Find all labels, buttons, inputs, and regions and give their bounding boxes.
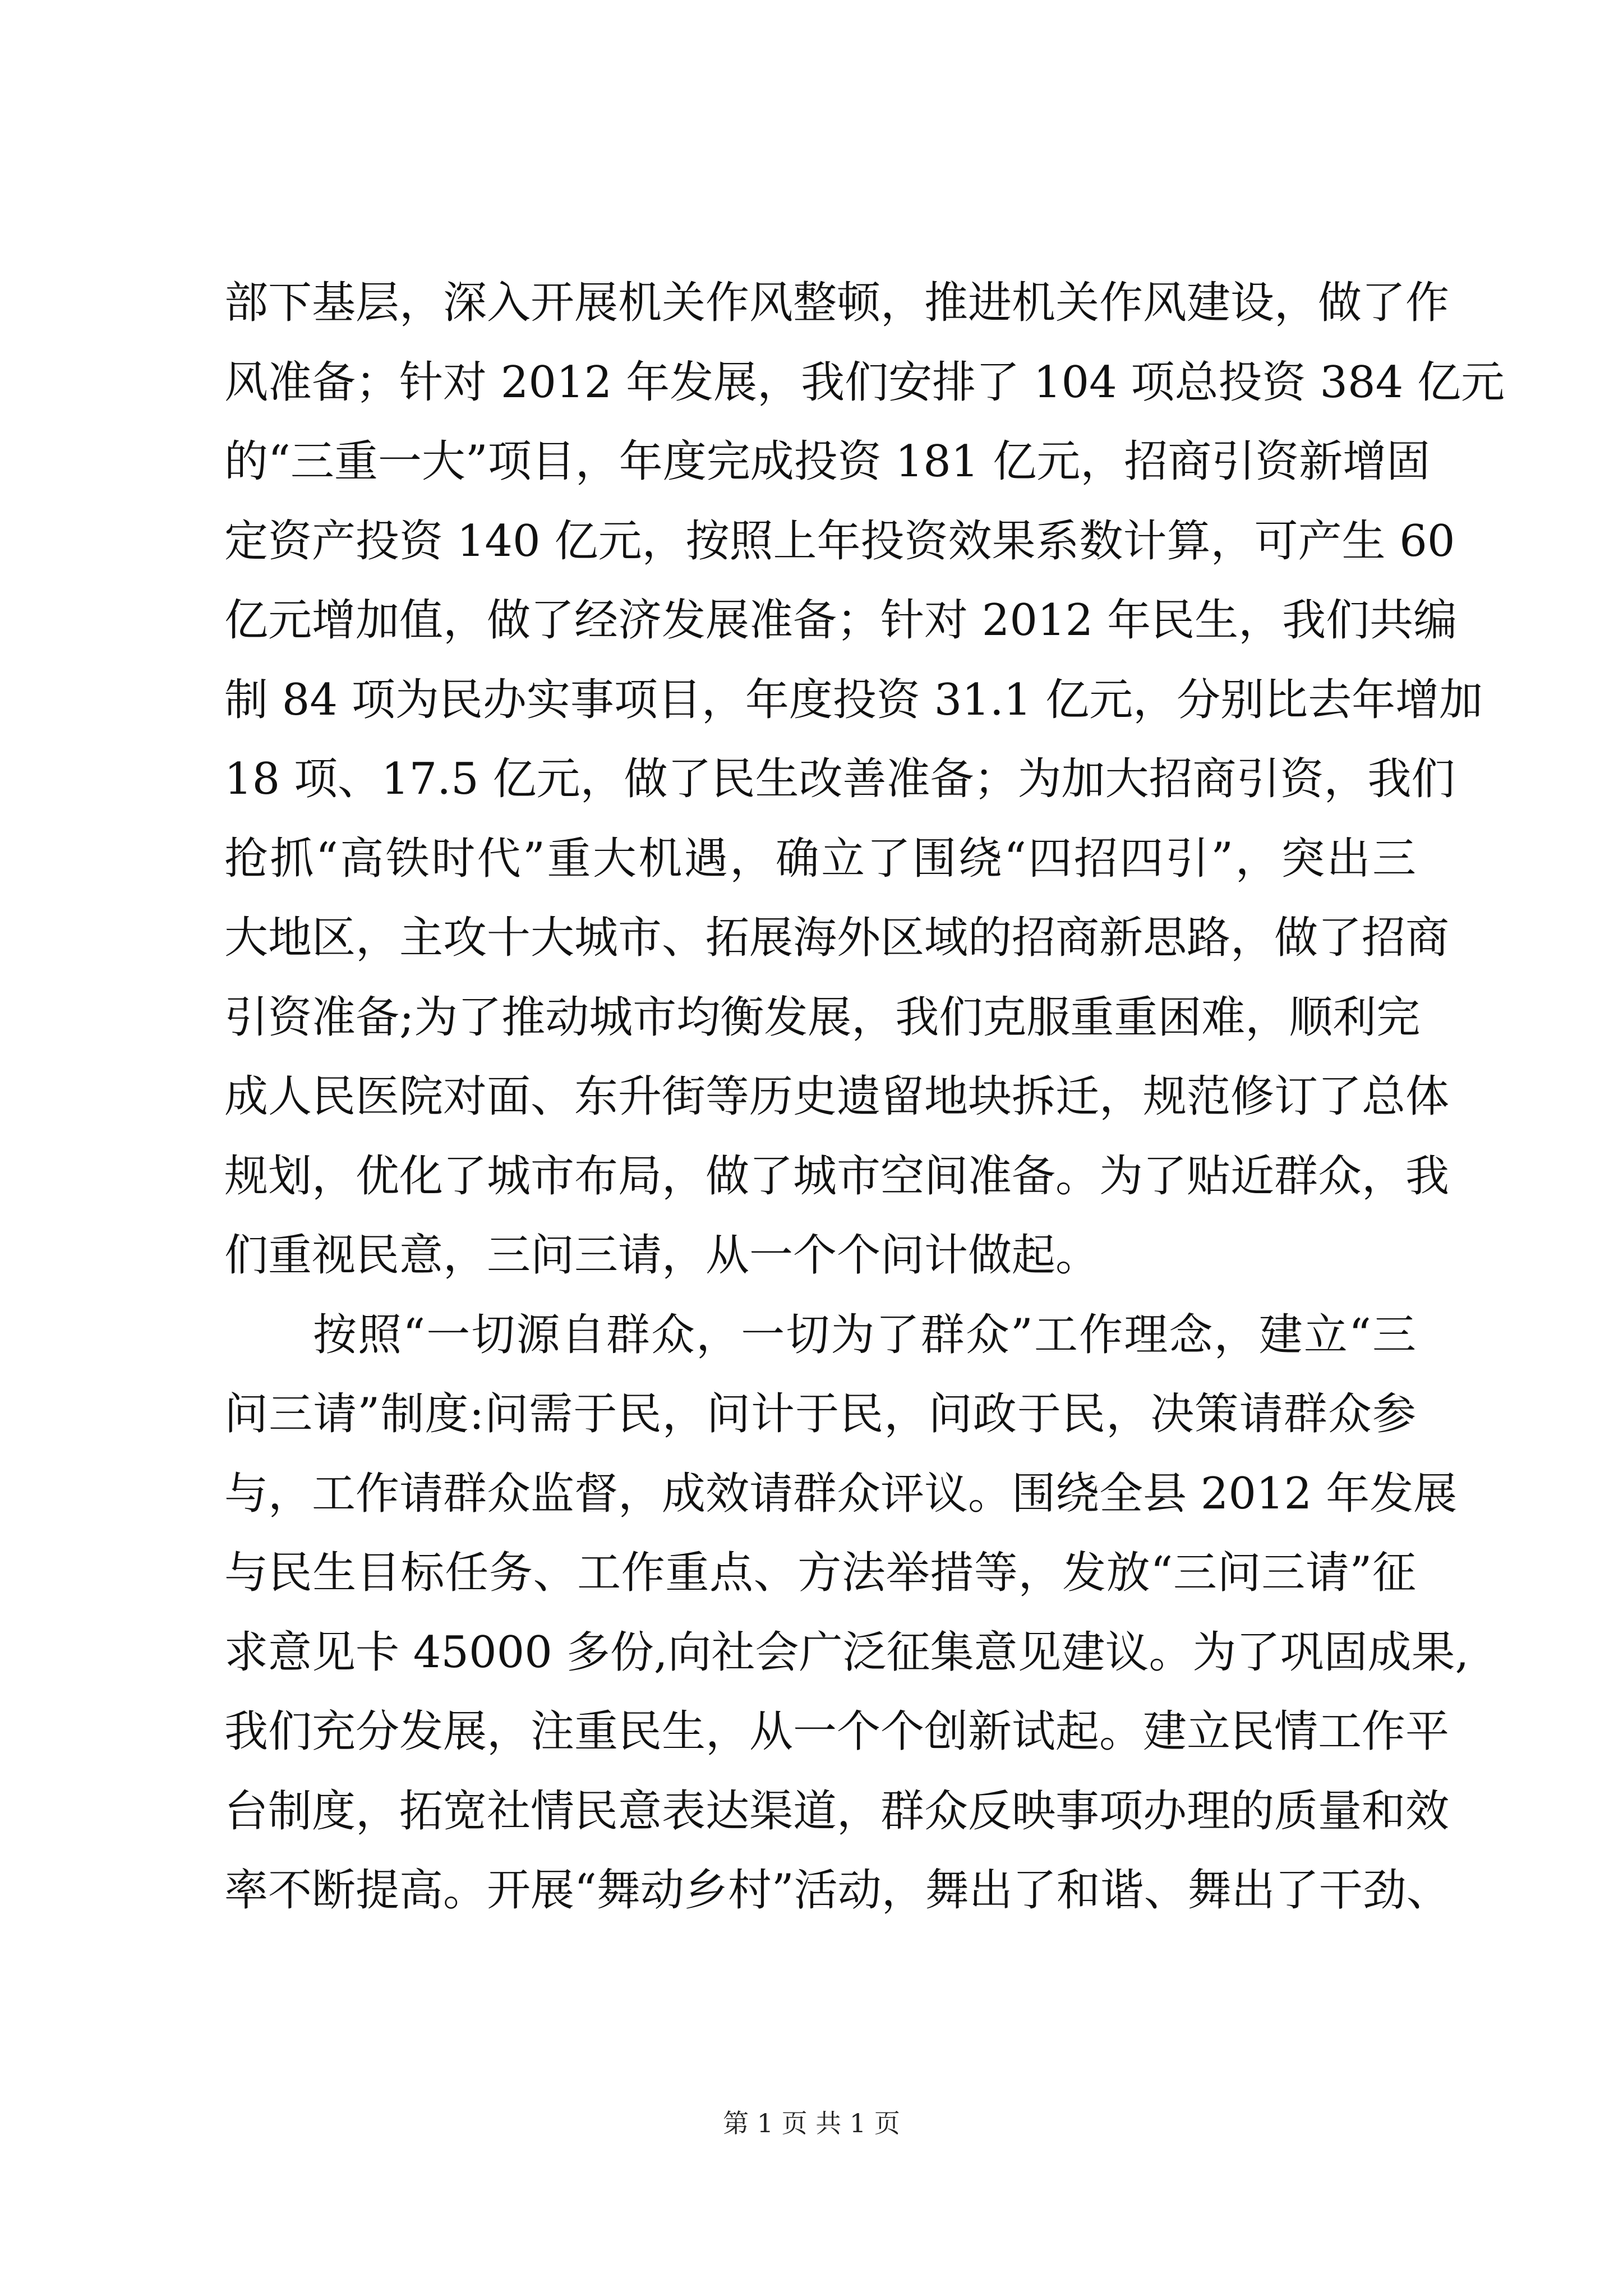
- text-line: 抢抓“高铁时代”重大机遇，确立了围绕“四招四引”，突出三: [224, 833, 1416, 884]
- text-line: 大地区，主攻十大城市、拓展海外区域的招商新思路，做了招商: [224, 913, 1450, 963]
- text-line: 我们充分发展，注重民生，从一个个创新试起。建立民情工作平: [224, 1706, 1450, 1757]
- text-line: 率不断提高。开展“舞动乡村”活动，舞出了和谐、舞出了干劲、: [224, 1865, 1450, 1916]
- paragraph-2: [224, 1296, 1469, 1931]
- text-line: 按照“一切源自群众，一切为了群众”工作理念，建立“三: [313, 1309, 1416, 1360]
- text-line: 求意见卡 45000 多份,向社会广泛征集意见建议。为了巩固成果,: [224, 1627, 1469, 1678]
- text-line: 亿元增加值，做了经济发展准备；针对 2012 年民生，我们共编: [224, 595, 1458, 646]
- page-footer: 第 1 页 共 1 页: [723, 2108, 900, 2138]
- text-line: 台制度，拓宽社情民意表达渠道，群众反映事项办理的质量和效: [224, 1786, 1450, 1837]
- text-line: 风准备；针对 2012 年发展，我们安排了 104 项总投资 384 亿元: [224, 357, 1505, 408]
- text-line: 定资产投资 140 亿元，按照上年投资效果系数计算，可产生 60: [224, 516, 1455, 567]
- text-line: 18 项、17.5 亿元，做了民生改善准备；为加大招商引资，我们: [224, 754, 1455, 804]
- text-line: 问三请”制度:问需于民，问计于民，问政于民，决策请群众参: [224, 1389, 1416, 1439]
- text-line: 与，工作请群众监督，成效请群众评议。围绕全县 2012 年发展: [224, 1468, 1458, 1519]
- text-line: 成人民医院对面、东升街等历史遗留地块拆迁，规范修订了总体: [224, 1071, 1450, 1122]
- document-body: [224, 264, 1505, 1931]
- text-line: 部下基层，深入开展机关作风整顿，推进机关作风建设，做了作: [224, 278, 1450, 328]
- text-line: 们重视民意，三问三请，从一个个问计做起。: [224, 1230, 1100, 1281]
- text-line: 制 84 项为民办实事项目，年度投资 31.1 亿元，分别比去年增加: [224, 674, 1483, 725]
- text-line: 规划，优化了城市布局，做了城市空间准备。为了贴近群众，我: [224, 1151, 1450, 1202]
- paragraph-1: [224, 264, 1505, 1296]
- text-line: 的“三重一大”项目，年度完成投资 181 亿元，招商引资新增固: [224, 436, 1431, 487]
- text-line: 与民生目标任务、工作重点、方法举措等，发放“三问三请”征: [224, 1548, 1416, 1598]
- text-line: 引资准备;为了推动城市均衡发展，我们克服重重困难，顺利完: [224, 992, 1421, 1043]
